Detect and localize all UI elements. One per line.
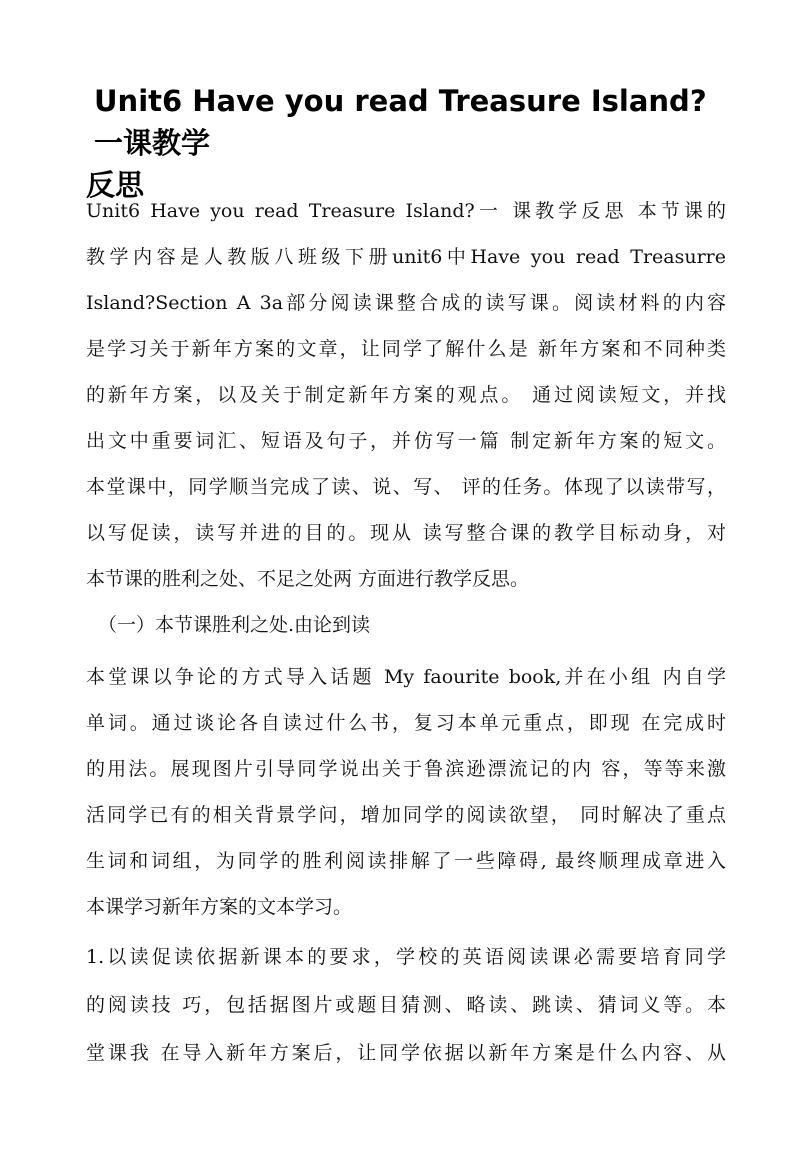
body-line-12: 单词。通过谈论各自读过什么书，复习本单元重点，即现 在完成时 — [86, 712, 726, 734]
section-heading: （一）本节课胜利之处.由论到读 — [98, 614, 371, 636]
body-line-16: 本课学习新年方案的文本学习。 — [86, 896, 353, 918]
body-line-14: 活同学已有的相关背景学问，增加同学的阅读欲望， 同时解决了重点 — [86, 804, 726, 826]
title-line-2: 反思 — [86, 168, 145, 202]
body-line-11: 本堂课以争论的方式导入话题 My faourite book,并在小组 内自学 — [86, 666, 726, 688]
body-line-6: 出文中重要词汇、短语及句子，并仿写一篇 制定新年方案的短文。 — [86, 430, 726, 452]
body-line-4: 是学习关于新年方案的文章，让同学了解什么是 新年方案和不同种类 — [86, 338, 726, 360]
title-line-1: Unit6 Have you read Treasure Island?一课教学 — [94, 84, 707, 160]
body-line-7: 本堂课中，同学顺当完成了读、说、写、 评的任务。体现了以读带写， — [86, 476, 726, 498]
body-line-5: 的新年方案，以及关于制定新年方案的观点。 通过阅读短文，并找 — [86, 384, 726, 406]
body-line-2: 教学内容是人教版八班级下册unit6中Have you read Treasurre — [86, 246, 726, 268]
body-line-3: Island?Section A 3a部分阅读课整合成的读写课。阅读材料的内容 — [86, 292, 726, 314]
body-line-9: 本节课的胜利之处、不足之处两 方面进行教学反思。 — [86, 568, 530, 590]
body-line-15: 生词和词组，为同学的胜利阅读排解了一些障碍, 最终顺理成章进入 — [86, 850, 726, 872]
body-line-18: 的阅读技 巧，包括据图片或题目猜测、略读、跳读、猜词义等。本 — [86, 994, 726, 1016]
body-line-17: 1.以读促读依据新课本的要求，学校的英语阅读课必需要培育同学 — [86, 946, 726, 968]
body-line-8: 以写促读，读写并进的目的。现从 读写整合课的教学目标动身，对 — [86, 522, 726, 544]
body-line-19: 堂课我 在导入新年方案后，让同学依据以新年方案是什么内容、从 — [86, 1042, 726, 1064]
body-line-13: 的用法。展现图片引导同学说出关于鲁滨逊漂流记的内 容，等等来激 — [86, 758, 726, 780]
body-line-1: Unit6 Have you read Treasure Island?一 课教学反思 本节课的 — [86, 200, 726, 222]
document-title — [86, 80, 726, 206]
